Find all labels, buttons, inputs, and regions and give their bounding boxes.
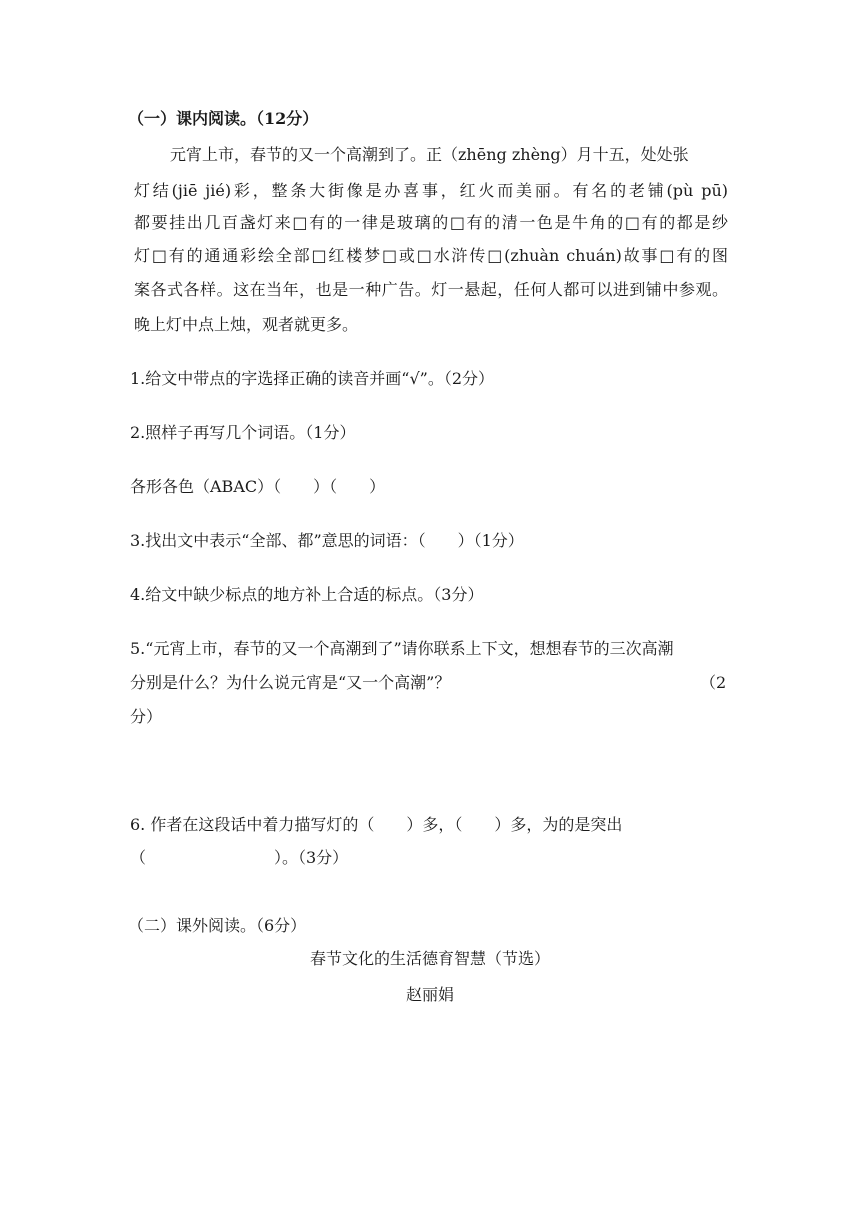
question-5-line-2: 分别是什么？为什么说元宵是“又一个高潮”？ [130,673,451,692]
question-1: 1.给文中带点的字选择正确的读音并画“√”。（2分） [130,369,495,388]
passage-line: 元宵上市，春节的又一个高潮到了。正（zhēng zhèng）月十五，处处张 [170,145,689,164]
passage-line: 晚上灯中点上烛，观者就更多。 [134,315,359,334]
question-5-line-1: 5.“元宵上市，春节的又一个高潮到了”请你联系上下文，想想春节的三次高潮 [130,639,674,658]
question-2: 2.照样子再写几个词语。（1分） [130,423,356,442]
question-2-example: 各形各色（ABAC）（ ）（ ） [130,477,386,496]
article-title: 春节文化的生活德育智慧（节选） [309,949,550,968]
section-2-title: （二）课外阅读。（6分） [128,916,307,935]
question-6-line-2: （ ）。（3分） [130,848,349,867]
passage-line: 灯结(jiē jié)彩，整条大街像是办喜事，红火而美丽。有名的老铺(pù pū) [134,181,728,200]
question-3: 3.找出文中表示“全部、都”意思的词语：（ ）（1分） [130,531,524,550]
question-4: 4.给文中缺少标点的地方补上合适的标点。（3分） [130,585,484,604]
passage-line: 案各式各样。这在当年，也是一种广告。灯一悬起，任何人都可以进到铺中参观。 [134,280,728,299]
section-1-title: （一）课内阅读。（12分） [128,109,319,128]
article-author: 赵丽娟 [405,985,454,1004]
question-5-line-3: 分） [130,707,163,726]
passage-line: 灯□有的通通彩绘全部□红楼梦□或□水浒传□(zhuàn chuán)故事□有的图 [134,246,728,265]
question-5-score: （2 [700,673,727,692]
question-6-line-1: 6. 作者在这段话中着力描写灯的（ ）多，（ ）多，为的是突出 [130,815,623,834]
passage-line: 都要挂出几百盏灯来□有的一律是玻璃的□有的清一色是牛角的□有的都是纱 [134,213,728,232]
